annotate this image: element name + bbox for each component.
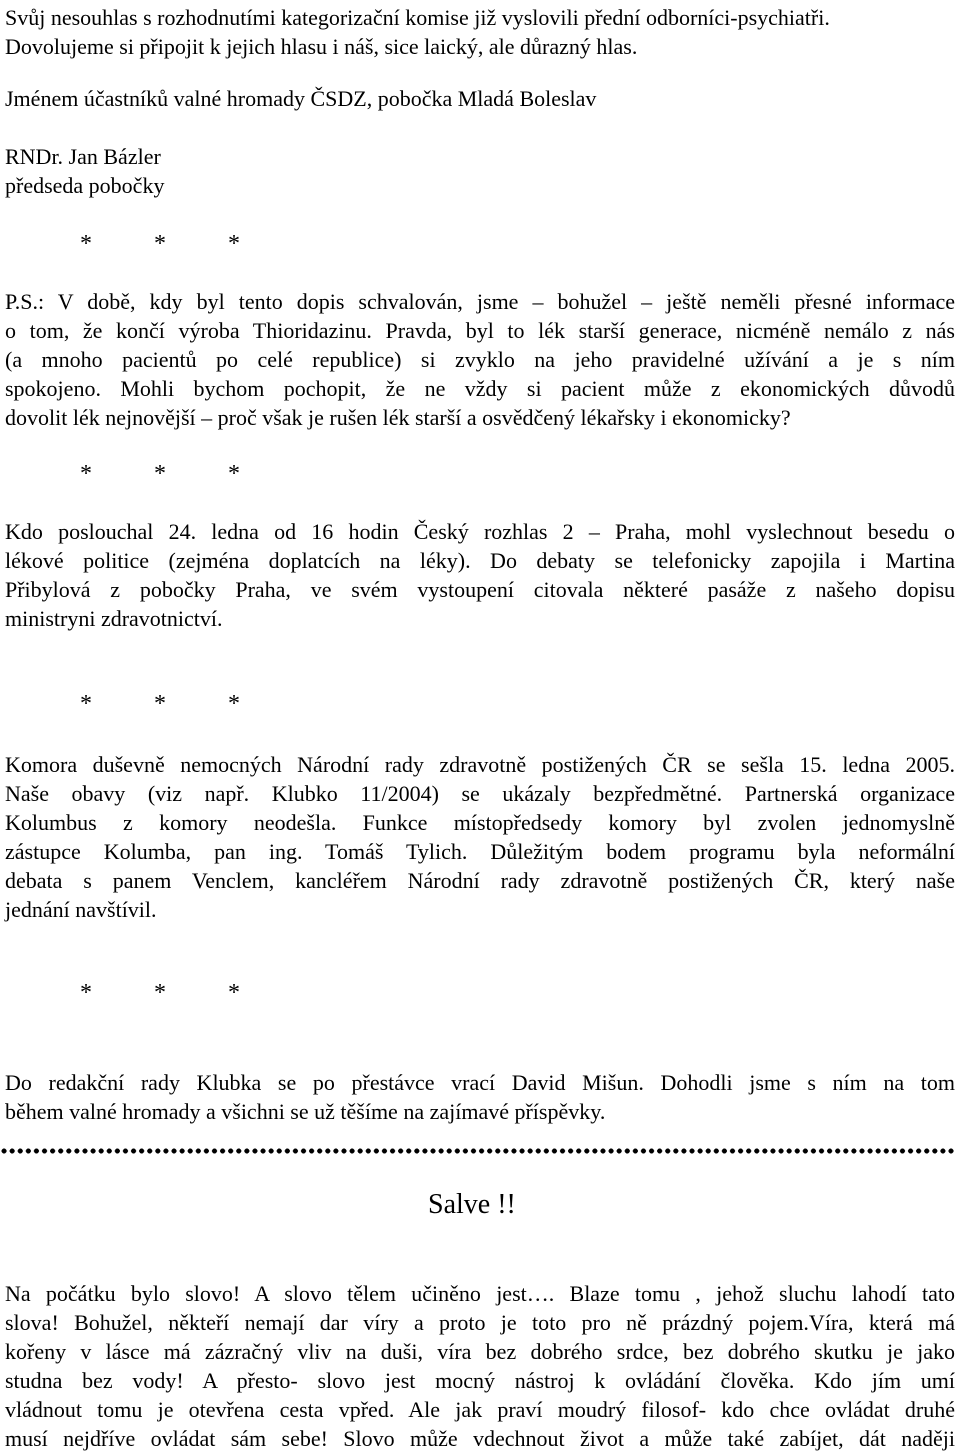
text-line: Kolumbus z komory neodešla. Funkce místopředsedy komory byl zvolen jednomyslně xyxy=(5,810,955,835)
text-line: Komora duševně nemocných Národní rady zdravotně postižených ČR se sešla 15. ledna 2005. xyxy=(5,752,955,777)
text-line: (a mnoho pacientů po celé republice) si zvyklo na jeho pravidelné užívání a je s ním xyxy=(5,347,955,372)
salve-heading: Salve !! xyxy=(428,1189,516,1220)
text-line: P.S.: V době, kdy byl tento dopis schvalován, jsme – bohužel – ještě neměli přesné informace xyxy=(5,289,955,314)
section-separator: * * * xyxy=(80,980,240,1006)
text-line: o tom, že končí výroba Thioridazinu. Pravda, byl to lék starší generace, nicméně nemálo z nás xyxy=(5,318,955,343)
text-line: jednání navštívil. xyxy=(5,897,157,922)
text-line: zástupce Kolumba, pan ing. Tomáš Tylich. Důležitým bodem programu byla neformální xyxy=(5,839,955,864)
dotted-divider xyxy=(0,1146,955,1156)
section-separator: * * * xyxy=(80,231,240,257)
text-line: kořeny v lásce má zázračný vliv na duši, víra bez dobrého srdce, bez dobrého skutku je jako xyxy=(5,1339,955,1364)
text-line: ministryni zdravotnictví. xyxy=(5,606,223,631)
text-line: debata s panem Venclem, kancléřem Národní rady zdravotně postižených ČR, který naše xyxy=(5,868,955,893)
text-line: musí nejdříve ovládat sám sebe! Slovo může vdechnout život a může také zabíjet, dát naději xyxy=(5,1426,955,1451)
text-line: během valné hromady a všichni se už těšíme na zajímavé příspěvky. xyxy=(5,1099,606,1124)
text-line: vládnout tomu je otevřena cesta vpřed. Ale jak praví moudrý filosof- kdo chce ovládat druhé xyxy=(5,1397,955,1422)
text-line: slova! Bohužel, někteří nemají dar víry a proto je toto pro ně prázdný pojem.Víra, která má xyxy=(5,1310,955,1335)
text-line: dovolit lék nejnovější – proč však je rušen lék starší a osvědčený lékařsky i ekonomicky? xyxy=(5,405,791,430)
text-line: spokojeno. Mohli bychom pochopit, že ne vždy si pacient může z ekonomických důvodů xyxy=(5,376,955,401)
section-separator: * * * xyxy=(80,691,240,717)
text-line: Přibylová z pobočky Praha, ve svém vystoupení citovala některé pasáže z našeho dopisu xyxy=(5,577,955,602)
text-line: lékové politice (zejména doplatcích na léky). Do debaty se telefonicky zapojila i Martina xyxy=(5,548,955,573)
text-line: Do redakční rady Klubka se po přestávce vrací David Mišun. Dohodli jsme s ním na tom xyxy=(5,1070,955,1095)
signature-name: RNDr. Jan Bázler xyxy=(5,144,161,169)
text-line: Kdo poslouchal 24. ledna od 16 hodin Český rozhlas 2 – Praha, mohl vyslechnout besedu o xyxy=(5,519,955,544)
text-line: Svůj nesouhlas s rozhodnutími kategorizační komise již vyslovili přední odborníci-psychiatři. xyxy=(5,5,830,30)
on-behalf-line: Jménem účastníků valné hromady ČSDZ, pobočka Mladá Boleslav xyxy=(5,86,597,111)
text-line: Dovolujeme si připojit k jejich hlasu i náš, sice laický, ale důrazný hlas. xyxy=(5,34,638,59)
text-line: Na počátku bylo slovo! A slovo tělem učiněno jest…. Blaze tomu , jehož sluchu lahodí tato xyxy=(5,1281,955,1306)
section-separator: * * * xyxy=(80,461,240,487)
text-line: studna bez vody! A přesto- slovo jest mocný nástroj k ovládání člověka. Kdo jím umí xyxy=(5,1368,955,1393)
signature-role: předseda pobočky xyxy=(5,173,165,198)
text-line: Naše obavy (viz např. Klubko 11/2004) se ukázaly bezpředmětné. Partnerská organizace xyxy=(5,781,955,806)
